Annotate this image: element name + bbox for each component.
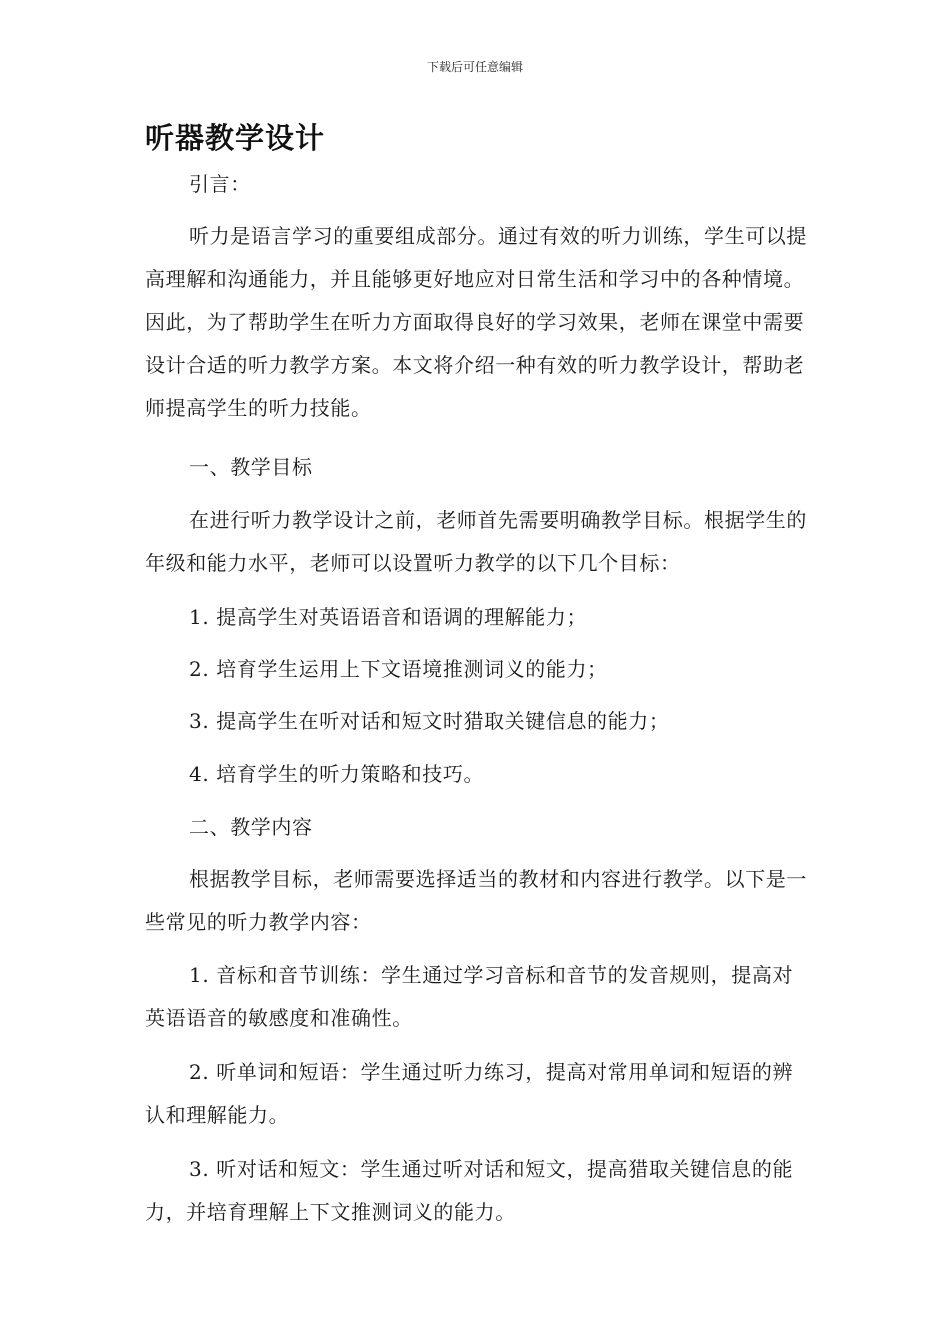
content-item-3: 3. 听对话和短文：学生通过听对话和短文，提高猎取关键信息的能力，并培育理解上下文推测词义的能力。 (145, 1157, 794, 1224)
intro-paragraph: 听力是语言学习的重要组成部分。通过有效的听力训练，学生可以提高理解和沟通能力，并且能够更好地应对日常生活和学习中的各种情境。因此，为了帮助学生在听力方面取得良好的学习效果，老师在课堂中需要设计合适的听力教学方案。本文将介绍一种有效的听力教学设计，帮助老师提高学生的听力技能。 (145, 224, 807, 420)
goal-item-2: 2. 培育学生运用上下文语境推测词义的能力； (189, 657, 608, 681)
content-item-2: 2. 听单词和短语：学生通过听力练习，提高对常用单词和短语的辨认和理解能力。 (145, 1060, 794, 1127)
section-heading-content: 二、教学内容 (189, 815, 313, 839)
goals-paragraph: 在进行听力教学设计之前，老师首先需要明确教学目标。根据学生的年级和能力水平，老师可以设置听力教学的以下几个目标： (145, 508, 807, 575)
goal-item-3: 3. 提高学生在听对话和短文时猎取关键信息的能力； (189, 709, 670, 733)
goal-item-4: 4. 培育学生的听力策略和技巧。 (189, 762, 485, 786)
content-item-1: 1. 音标和音节训练：学生通过学习音标和音节的发音规则，提高对英语语音的敏感度和准确性。 (145, 963, 794, 1030)
section-heading-goals: 一、教学目标 (189, 455, 313, 479)
header-note: 下载后可任意编辑 (426, 60, 523, 74)
goal-item-1: 1. 提高学生对英语语音和语调的理解能力； (189, 605, 588, 629)
document-title: 听器教学设计 (145, 121, 326, 155)
content-paragraph: 根据教学目标，老师需要选择适当的教材和内容进行教学。以下是一些常见的听力教学内容： (145, 867, 807, 934)
intro-heading: 引言： (189, 172, 251, 196)
